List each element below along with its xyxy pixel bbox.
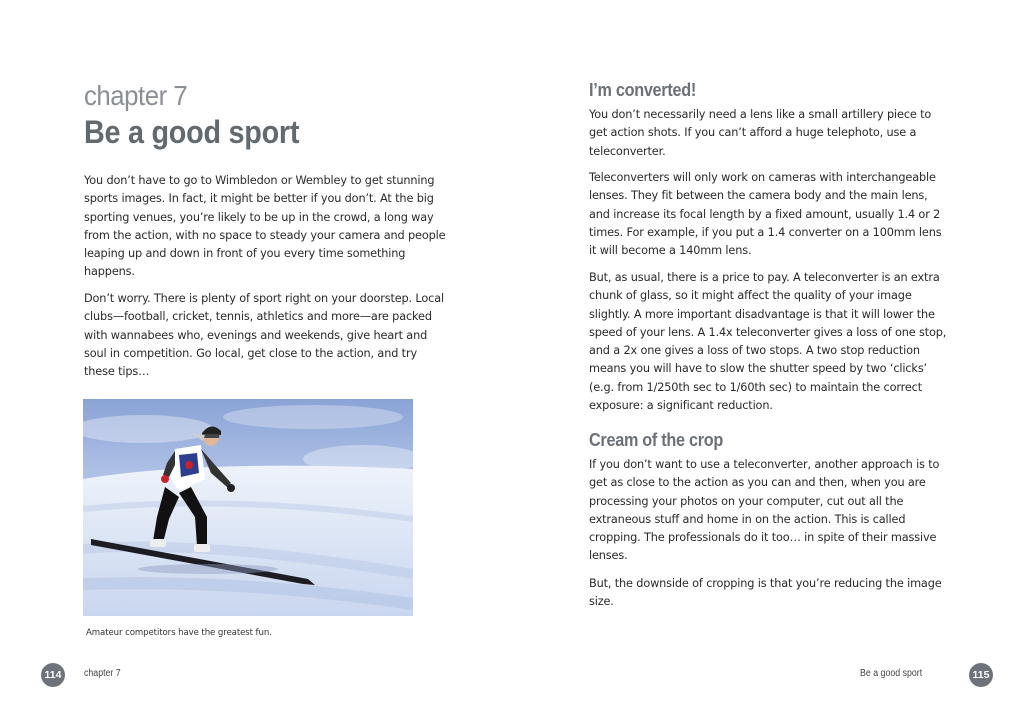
crop-paragraph-2: But, the downside of cropping is that you’re reducing the image size. xyxy=(589,577,942,609)
chapter-label: chapter 7 xyxy=(84,80,188,111)
page-number-right: 115 xyxy=(969,663,993,687)
snowboarder-photo xyxy=(83,399,413,616)
section-heading-crop: Cream of the crop xyxy=(589,430,724,450)
running-head-left: chapter 7 xyxy=(84,668,121,679)
chapter-title: Be a good sport xyxy=(84,114,300,150)
body-paragraph: Don’t worry. There is plenty of sport right on your doorstep. Local clubs—football, cricket, tennis, athletics and more—are packed with wannabees who, evenings and weekends, give heart and soul in competition. Go local, get close to the action, and try these tips… xyxy=(84,292,444,379)
page-number-left: 114 xyxy=(41,663,65,687)
section-heading-converted: I’m converted! xyxy=(589,80,696,100)
converted-paragraph-2: Teleconverters will only work on cameras with interchangeable lenses. They fit between the camera body and the main lens, and increase its focal length by a fixed amount, usually 1.4 or 2 times. For example, if you put a 1.4 converter on a 100mm lens it will become a 140mm lens. xyxy=(589,171,942,258)
converted-paragraph-3: But, as usual, there is a price to pay. A teleconverter is an extra chunk of glass, so it might affect the quality of your image slightly. A more important disadvantage is that it will lower the speed of your lens. A 1.4x teleconverter gives a loss of one stop, and a 2x one gives a loss of two stops. A two stop reduction means you will have to slow the shutter speed by two ‘clicks’ (e.g. from 1/250th sec to 1/60th sec) to maintain the correct exposure: a significant reduction. xyxy=(589,271,947,413)
intro-paragraph: You don’t have to go to Wimbledon or Wembley to get stunning sports images. In fact, it might be better if you don’t. At the big sporting venues, you’re likely to be up in the crowd, a long way from the action, with no space to steady your camera and people leaping up and down in front of you every time something happens. xyxy=(84,174,446,279)
crop-paragraph-1: If you don’t want to use a teleconverter, another approach is to get as close to the action as you can and then, when you are processing your photos on your computer, cut out all the extraneous stuff and home in on the action. This is called cropping. The professionals do it too… in spite of their massive lenses. xyxy=(589,458,940,563)
running-head-right: Be a good sport xyxy=(860,668,923,679)
converted-paragraph-1: You don’t necessarily need a lens like a small artillery piece to get action shots. If you can’t afford a huge telephoto, use a teleconverter. xyxy=(589,108,932,158)
photo-caption: Amateur competitors have the greatest fun. xyxy=(86,628,272,638)
